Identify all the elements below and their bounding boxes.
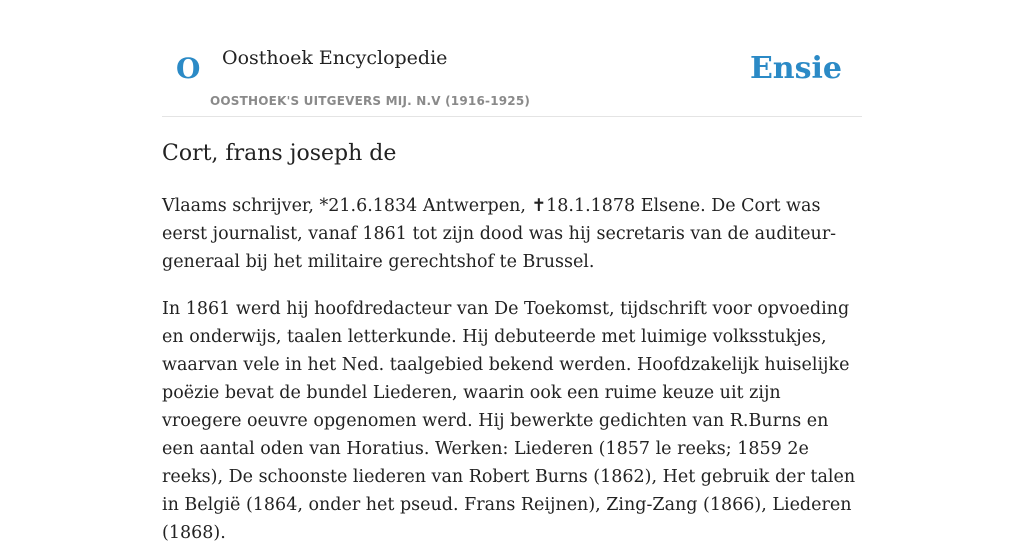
ensie-brand-link[interactable]: Ensie <box>749 51 842 86</box>
publisher-subtitle: OOSTHOEK'S UITGEVERS MIJ. N.V (1916-1925) <box>210 94 531 108</box>
encyclopedia-card <box>162 0 862 543</box>
entry-title: Cort, frans joseph de <box>162 141 397 166</box>
entry-paragraph-1: Vlaams schrijver, *21.6.1834 Antwerpen, ✝18.1.1878 Elsene. De Cort was eerst journalist, vanaf 1861 tot zijn dood was hij secretaris van de auditeur-generaal bij het militaire gerechtshof te Brussel. <box>162 196 837 272</box>
oosthoek-logo[interactable]: O <box>176 52 201 85</box>
site-title[interactable]: Oosthoek Encyclopedie <box>222 47 448 69</box>
entry-paragraph-2: In 1861 werd hij hoofdredacteur van De Toekomst, tijdschrift voor opvoeding en onderwijs, taalen letterkunde. Hij debuteerde met luimige volksstukjes, waarvan vele in het Ned. taalgebied bekend werden. Hoofdzakelijk huiselijke poëzie bevat de bundel Liederen, waarin ook een ruime keuze uit zijn vroegere oeuvre opgenomen werd. Hij bewerkte gedichten van R.Burns en een aantal oden van Horatius. Werken: Liederen (1857 le reeks; 1859 2e reeks), De schoonste liederen van Robert Burns (1862), Het gebruik der talen in België (1864, onder het pseud. Frans Reijnen), Zing-Zang (1866), Liederen (1868). <box>162 299 856 543</box>
site-header <box>162 0 862 117</box>
